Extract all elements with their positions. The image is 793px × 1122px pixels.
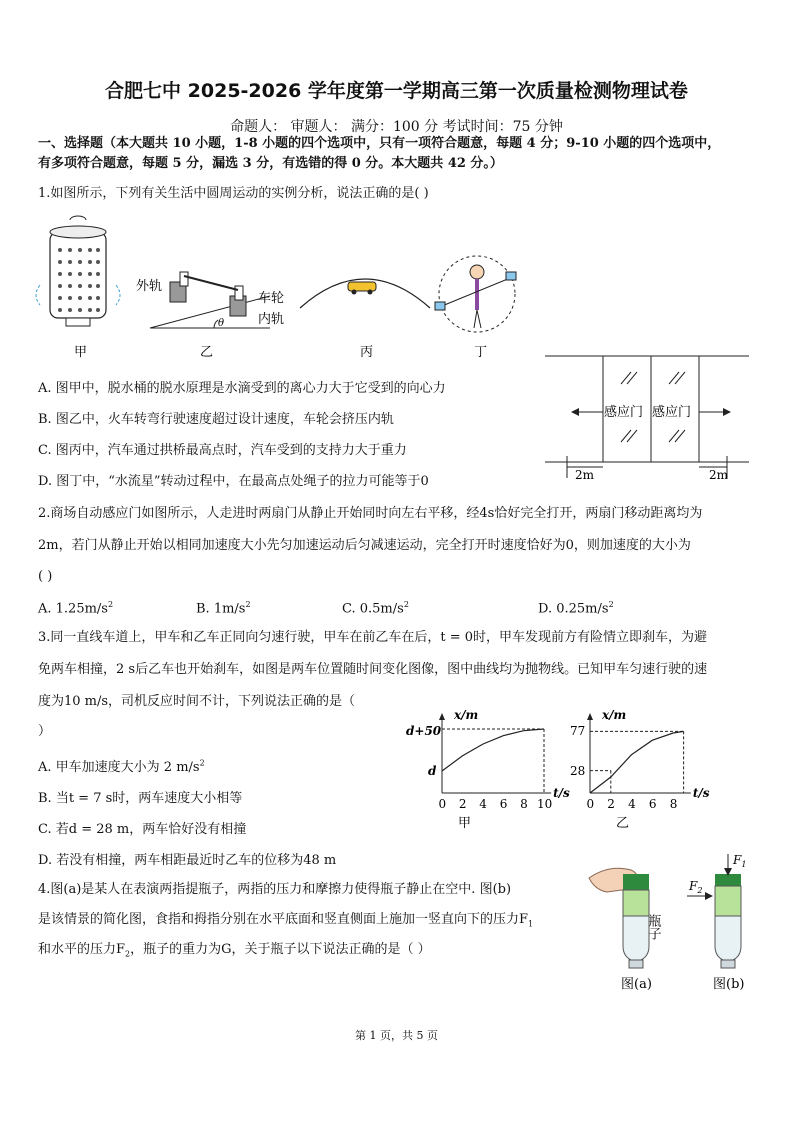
series-line-甲 [442,729,544,771]
series-line-乙 [590,731,684,793]
q3-option-c[interactable]: C. 若d = 28 m，两车恰好没有相撞 [38,822,247,837]
q3-option-b[interactable]: B. 当t = 7 s时，两车速度大小相等 [38,791,243,806]
q1-figures [30,210,530,360]
fig-label-b: 图(b) [713,977,745,992]
sensor-door-figure [545,352,755,482]
svg-text:θ: θ [218,318,225,329]
door-left-distance: 2m [575,468,595,482]
bottle-a-figure [589,868,649,968]
chart-yi [558,705,733,830]
spin-dryer-figure [36,216,120,326]
door-left-label: 感应门 [604,405,644,420]
x-tick-label: 6 [648,797,657,811]
q1-option-a[interactable]: A. 图甲中，脱水桶的脱水原理是水滴受到的离心力大于它受到的向心力 [38,381,446,396]
water-meteor-figure [435,256,516,332]
fig-label-a: 图(a) [621,977,652,992]
section-instructions-line1: 一、选择题（本大题共 10 小题，1-8 小题的四个选项中，只有一项符合题意，每题 4 分；9-10 小题的四个选项中， [38,136,721,151]
x-axis-label: t/s [553,786,570,800]
x-tick-label: 10 [537,797,553,811]
q3-stem-line1: 3.同一直线车道上，甲车和乙车正同向匀速行驶，甲车在前乙车在后，t = 0时，甲车发现前方有险情立即刹车，为避 [38,630,708,645]
door-right-label: 感应门 [652,405,692,420]
q3-stem-line2: 免两车相撞，2 s后乙车也开始刹车，如图是两车位置随时间变化图像，图中曲线均为抛物线。已知甲车匀速行驶的速 [38,662,708,677]
bottle-text-a: 瓶子 [645,914,661,940]
q2-option-b[interactable]: B. $1m/s^2$ [196,600,251,617]
q2-stem-line2: 2m，若门从静止开始以相同加速度大小先匀加速运动后匀减速运动，完全打开时速度恰好为0，则加速度的大小为 [38,538,691,553]
force-f1-label: $F_1$ [733,853,747,869]
q1-option-d[interactable]: D. 图丁中，“水流星”转动过程中，在最高点处绳子的拉力可能等于0 [38,474,429,489]
q4-stem-line1: 4.图(a)是某人在表演两指提瓶子，两指的压力和摩擦力使得瓶子静止在空中. 图(b) [38,882,512,897]
y-tick-label: 77 [570,724,586,738]
q3-stem-line3: 度为10 m/s，司机反应时间不计，下列说法正确的是（ [38,694,356,709]
q2-stem-line1: 2.商场自动感应门如图所示，人走进时两扇门从静止开始同时向左右平移，经4s恰好完全打开，两扇门移动距离均为 [38,506,703,521]
q3-option-d[interactable]: D. 若没有相撞，两车相距最近时乙车的位移为48 m [38,853,337,868]
q4-stem-line3: 和水平的压力$F_2$，瓶子的重力为G，关于瓶子以下说法正确的是（ ） [38,942,431,959]
y-tick-label: d [428,764,437,778]
x-tick-label: 2 [458,797,467,811]
label-outer-rail: 外轨 [136,279,163,294]
x-tick-label: 8 [669,797,678,811]
q2-option-d[interactable]: D. $0.25m/s^2$ [538,600,614,617]
x-tick-label: 4 [479,797,487,811]
arch-bridge-figure [300,279,430,308]
q2-option-a[interactable]: A. $1.25m/s^2$ [38,600,114,617]
label-inner-rail: 内轨 [258,312,285,327]
fig-label-bing: 丙 [360,345,374,360]
y-axis-arrow [439,713,445,720]
y-axis-label: x/m [602,708,627,722]
force-f2-label: $F_2$ [689,879,703,895]
fig-label-yi: 乙 [200,345,214,360]
train-rail-figure [150,272,270,329]
exam-meta: 命题人： 审题人： 满分：100 分 考试时间：75 分钟 [230,119,563,135]
page-title: 合肥七中 2025-2026 学年度第一学期高三第一次质量检测物理试卷 [105,80,688,102]
q1-stem: 1.如图所示，下列有关生活中圆周运动的实例分析，说法正确的是( ) [38,186,429,201]
x-tick-label: 0 [586,797,595,811]
q1-option-c[interactable]: C. 图丙中，汽车通过拱桥最高点时，汽车受到的支持力大于重力 [38,443,407,458]
q2-option-c[interactable]: C. $0.5m/s^2$ [342,600,409,617]
q1-option-b[interactable]: B. 图乙中，火车转弯行驶速度超过设计速度，车轮会挤压内轨 [38,412,394,427]
x-tick-label: 8 [520,797,528,811]
q3-stem-line4: ） [38,724,52,739]
q2-stem-line3: ( ) [38,569,53,584]
door-right-distance: 2m [709,468,729,482]
section-instructions-line2: 有多项符合题意，每题 5 分，漏选 3 分，有选错的得 0 分。本大题共 42 分。） [38,156,503,171]
y-tick-label: d+50 [406,724,442,738]
y-tick-label: 28 [570,764,586,778]
page-footer: 第 1 页，共 5 页 [355,1029,438,1042]
chart-title: 甲 [458,816,472,830]
fig-label-jia: 甲 [74,345,88,360]
force-f2-arrow [705,892,713,900]
y-axis-label: x/m [454,708,479,722]
label-wheel: 车轮 [258,291,285,306]
fig-label-ding: 丁 [474,345,488,360]
chart-title: 乙 [616,816,630,830]
x-tick-label: 6 [499,797,508,811]
q3-option-a[interactable]: A. 甲车加速度大小为 2 $m/s^2$ [38,758,205,775]
q4-stem-line2: 是该情景的简化图，食指和拇指分别在水平底面和竖直侧面上施加一竖直向下的压力$F_1$ [38,912,534,929]
x-tick-label: 2 [607,797,615,811]
x-tick-label: 0 [438,797,447,811]
bottle-figures [585,850,765,1000]
x-axis-label: t/s [692,786,710,800]
y-axis-arrow [587,713,593,720]
bottle-b-figure [687,854,741,968]
x-tick-label: 4 [628,797,636,811]
